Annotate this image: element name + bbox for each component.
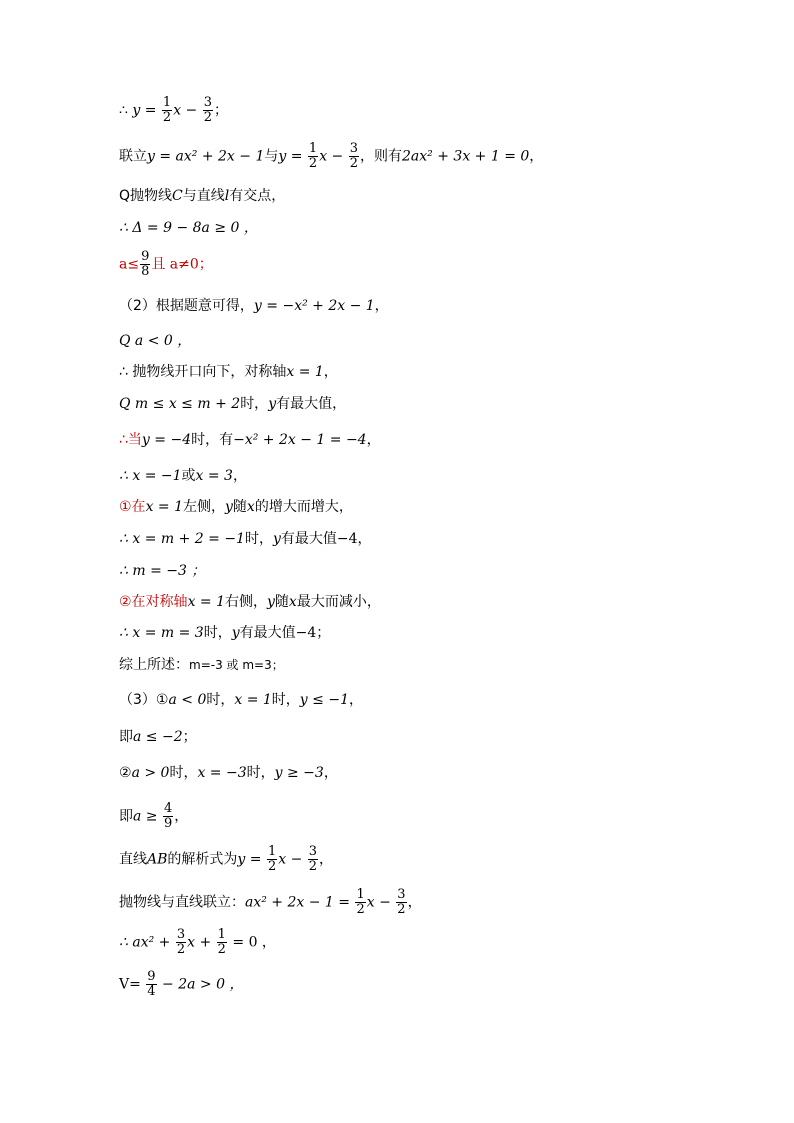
formula: x = 3 — [195, 468, 233, 484]
numerator: 3 — [176, 927, 186, 942]
text: （3）① — [119, 692, 169, 708]
denominator: 2 — [308, 859, 318, 874]
var-x: x — [246, 499, 255, 515]
formula: y ≥ −3 — [274, 765, 324, 781]
text: ∴ 抛物线开口向下，对称轴 — [119, 364, 287, 380]
numerator: 4 — [163, 801, 173, 816]
text: 最大而减小， — [296, 594, 381, 610]
line-15 — [119, 592, 381, 612]
text: 与直线 — [182, 188, 225, 204]
expr: x − — [173, 102, 202, 119]
line-11 — [119, 466, 247, 486]
numerator: 1 — [162, 95, 172, 110]
text: ，则有 — [360, 148, 403, 165]
fraction — [162, 96, 172, 125]
line-23 — [119, 888, 422, 917]
text: 抛物线与直线联立： — [119, 894, 245, 911]
var-l: l — [224, 188, 230, 204]
numerator: 1 — [217, 927, 226, 942]
punct: ， — [366, 432, 381, 448]
denominator: 9 — [163, 816, 173, 831]
fraction — [146, 970, 156, 999]
denominator: 2 — [203, 110, 213, 125]
text: 的解析式为 — [167, 851, 238, 868]
fraction — [308, 142, 318, 171]
fraction — [308, 845, 318, 874]
denominator: 2 — [267, 859, 277, 874]
text: 有交点， — [229, 188, 286, 204]
equals: = — [140, 102, 161, 119]
text: 时， — [244, 531, 273, 547]
formula: a < 0 — [168, 692, 207, 708]
punct: ， — [174, 808, 189, 825]
text: Q抛物线 — [119, 188, 173, 204]
text: 右侧， — [225, 594, 267, 610]
text: 有最大值， — [276, 396, 347, 412]
formula: y = ax² + 2x − 1 — [147, 148, 265, 165]
fraction — [355, 888, 365, 917]
numerator: 9 — [147, 969, 156, 984]
line-21 — [119, 802, 188, 831]
text: 时， — [169, 765, 198, 781]
line-24 — [119, 928, 276, 957]
formula: ∴ x = −1 — [119, 468, 182, 484]
numerator: 9 — [141, 249, 150, 264]
formula: a ≥ — [133, 808, 162, 825]
formula: y ≤ −1 — [299, 692, 349, 708]
formula: y = −4 — [141, 432, 192, 448]
formula: = 0 ， — [227, 934, 276, 951]
var-ab: AB — [147, 851, 168, 868]
line-3 — [119, 186, 285, 206]
formula: y = — [278, 148, 307, 165]
line-18 — [119, 690, 363, 710]
text: 左侧， — [183, 499, 225, 515]
punct: ； — [214, 102, 229, 119]
var-y: y — [268, 396, 277, 412]
denominator: 2 — [176, 942, 186, 957]
var-y: y — [231, 625, 240, 641]
var-y: y — [225, 499, 233, 515]
text: 时， — [240, 396, 269, 412]
var-c: C — [172, 188, 183, 204]
punct: ； — [316, 625, 331, 641]
text: ∴当 — [119, 432, 142, 448]
line-16 — [119, 623, 330, 643]
text: 时， — [271, 692, 300, 708]
formula: −4 — [295, 625, 317, 641]
denominator: 2 — [397, 902, 406, 917]
denominator: 2 — [162, 110, 172, 125]
formula: −x² + 2x − 1 = −4 — [233, 432, 367, 448]
fraction — [396, 888, 406, 917]
fraction — [140, 250, 150, 279]
line-14 — [119, 561, 205, 581]
line-19 — [119, 727, 197, 747]
text: 即 — [119, 729, 133, 745]
numerator: 1 — [267, 844, 277, 859]
numerator: 3 — [349, 141, 359, 156]
punct: ， — [348, 692, 363, 708]
formula: a ≤ −2 — [133, 729, 183, 745]
text: 即 — [119, 808, 133, 825]
line-13 — [119, 529, 372, 549]
line-4 — [119, 218, 258, 238]
line-5 — [119, 250, 213, 279]
punct: ， — [232, 468, 247, 484]
text: 联立 — [119, 148, 147, 165]
text: ①在 — [119, 499, 146, 515]
numerator: 1 — [356, 887, 365, 902]
formula: ∴ Δ = 9 − 8a ≥ 0 ， — [119, 220, 258, 236]
punct: ， — [357, 531, 372, 547]
line-1 — [119, 96, 228, 125]
text: 时，有 — [191, 432, 234, 448]
formula: x − — [366, 894, 396, 911]
formula: Q m ≤ x ≤ m + 2 — [119, 396, 241, 412]
numerator: 1 — [308, 141, 318, 156]
formula: x = 1 — [145, 499, 183, 515]
var-y: y — [267, 594, 275, 610]
var-x: x — [288, 594, 297, 610]
formula: a > 0 — [131, 765, 170, 781]
text: 综上所述： — [119, 657, 189, 673]
text: 有最大值 — [239, 625, 296, 641]
numerator: 3 — [308, 844, 318, 859]
formula: x = 1 — [286, 364, 324, 380]
line-20 — [119, 763, 338, 783]
text: 直线 — [119, 851, 147, 868]
punct: ， — [323, 765, 338, 781]
text: m=-3 或 m=3； — [189, 658, 284, 672]
denominator: 2 — [217, 942, 226, 957]
text: 有最大值 — [280, 531, 337, 547]
formula: −4 — [336, 531, 358, 547]
formula: y = — [237, 851, 266, 868]
denominator: 2 — [356, 902, 365, 917]
punct: ， — [319, 851, 334, 868]
fraction — [349, 142, 359, 171]
text: 与 — [264, 148, 279, 165]
line-12 — [119, 497, 353, 517]
line-2 — [119, 142, 543, 171]
text: a≤ — [119, 256, 140, 273]
numerator: 3 — [203, 95, 213, 110]
formula: ax² + 2x − 1 = — [245, 894, 355, 911]
text: 或 — [181, 468, 196, 484]
denominator: 2 — [349, 156, 359, 171]
formula: y = −x² + 2x − 1 — [253, 298, 375, 314]
text: 时， — [206, 692, 235, 708]
formula: x + — [187, 934, 216, 951]
formula: x − — [319, 148, 348, 165]
fraction — [176, 928, 186, 957]
denominator: 8 — [141, 264, 150, 279]
fraction — [267, 845, 277, 874]
fraction — [203, 96, 213, 125]
text: 的增大而增大， — [254, 499, 353, 515]
punct: ， — [323, 364, 338, 380]
var-y: y — [272, 531, 281, 547]
formula: x = 1 — [187, 594, 225, 610]
var-y: y — [132, 102, 141, 119]
formula: ∴ ax² + — [119, 934, 175, 951]
formula: − 2a > 0 ， — [157, 976, 244, 993]
formula: Q a < 0 ， — [119, 333, 192, 349]
line-6 — [119, 296, 389, 316]
line-9 — [119, 394, 346, 414]
text: 随 — [232, 499, 247, 515]
punct: ， — [407, 894, 422, 911]
text: 时， — [203, 625, 232, 641]
formula: x = −3 — [197, 765, 247, 781]
line-22 — [119, 845, 333, 874]
punct: ； — [182, 729, 197, 745]
fraction — [163, 802, 173, 831]
denominator: 4 — [147, 984, 156, 999]
text: 时， — [246, 765, 275, 781]
numerator: 3 — [397, 887, 406, 902]
denominator: 2 — [308, 156, 318, 171]
formula: V= — [119, 976, 146, 993]
line-25 — [119, 970, 243, 999]
therefore-symbol: ∴ — [119, 102, 133, 119]
fraction — [217, 928, 227, 957]
formula: x − — [278, 851, 307, 868]
formula: ∴ m = −3 ； — [119, 563, 206, 579]
formula: 2ax² + 3x + 1 = 0 — [402, 148, 530, 165]
line-10 — [119, 430, 381, 450]
punct: ， — [529, 148, 544, 165]
line-17 — [119, 655, 284, 675]
text: 随 — [274, 594, 289, 610]
formula: x = 1 — [234, 692, 272, 708]
punct: ， — [374, 298, 389, 314]
formula: ∴ x = m = 3 — [119, 625, 204, 641]
text: ② — [119, 765, 132, 781]
formula: ∴ x = m + 2 = −1 — [119, 531, 245, 547]
line-7 — [119, 331, 191, 351]
text: 且 a≠0； — [151, 256, 213, 273]
text: （2）根据题意可得， — [119, 298, 254, 314]
text: ②在对称轴 — [119, 594, 188, 610]
line-8 — [119, 362, 338, 382]
